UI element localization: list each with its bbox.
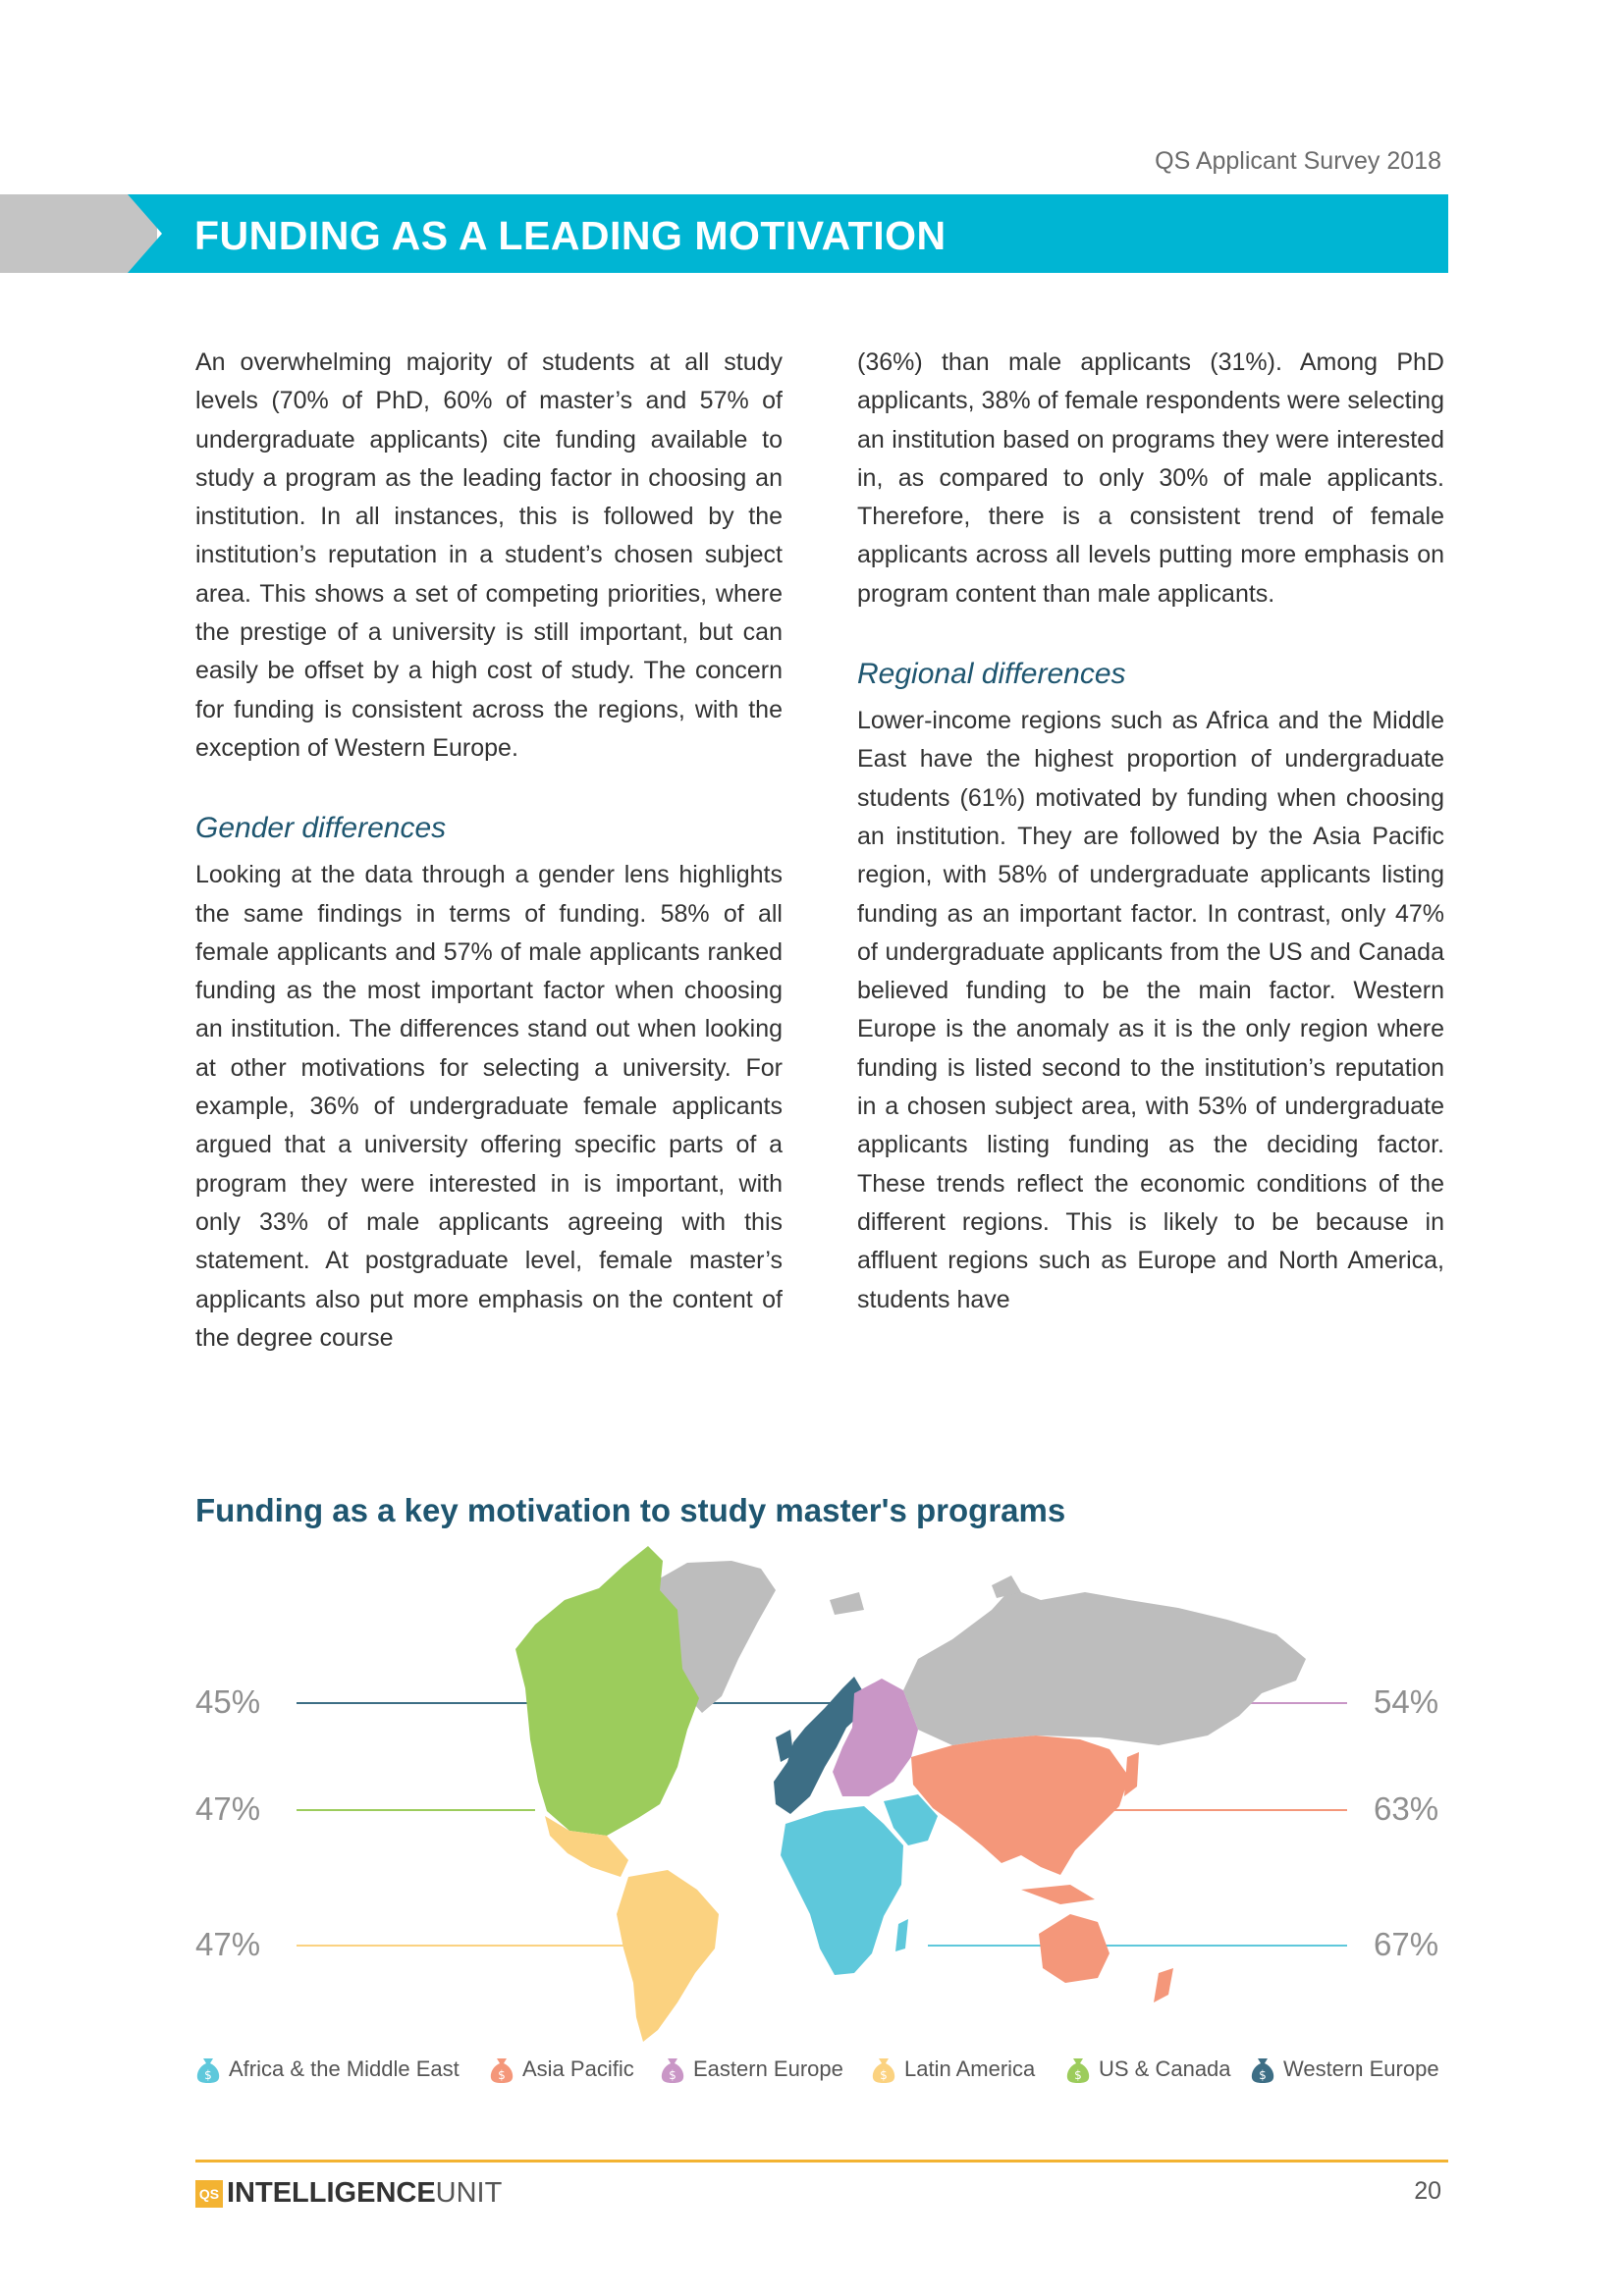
legend-label: Western Europe <box>1283 2056 1439 2081</box>
svg-text:$: $ <box>880 2068 888 2082</box>
logo-text-bold: INTELLIGENCE <box>227 2177 436 2209</box>
legend-label: Eastern Europe <box>693 2056 843 2081</box>
pct-asia-pacific: 63% <box>1374 1790 1439 1827</box>
new-zealand-shape <box>1154 1968 1173 2002</box>
money-bag-icon <box>1250 2055 1275 2084</box>
page-number: 20 <box>1414 2177 1441 2205</box>
legend-item <box>871 2050 1035 2089</box>
legend-item <box>1065 2050 1231 2089</box>
chart-title: Funding as a key motivation to study master's programs <box>195 1492 1066 1528</box>
island-shape <box>830 1592 864 1615</box>
money-bag-icon <box>660 2055 685 2084</box>
svg-text:$: $ <box>1074 2068 1082 2082</box>
legend-label: Africa & the Middle East <box>229 2056 460 2081</box>
paragraph: Lower-income regions such as Africa and the Middle East have the highest proportion of undergraduate students (61%) motivated by funding when choosing an institution. They are followed by the Asia Pacific region, with 58% of undergraduate applicants listing funding as an important factor. In contrast, only 47% of undergraduate applicants from the US and Canada believed funding to be the main factor. Western Europe is the anomaly as it is the only region where funding is listed second to the institution’s reputation in a chosen subject area, with 53% of undergraduate applicants listing funding as the deciding factor. These trends reflect the economic conditions of the different regions. This is likely to be because in affluent regions such as Europe and North America, students have <box>857 707 1444 1313</box>
africa-shape <box>781 1806 903 1975</box>
legend-label: US & Canada <box>1099 2056 1231 2081</box>
money-bag-icon <box>195 2055 221 2084</box>
svg-text:$: $ <box>498 2068 506 2082</box>
pct-western-europe: 45% <box>195 1683 261 1720</box>
paragraph: Looking at the data through a gender lens highlights the same findings in terms of funding. 58% of all female applicants and 57% of male applicants ranked funding as the most important factor when choosing an institution. The differences stand out when looking at other motivations for selecting a university. For example, 36% of undergraduate female applicants argued that a university offering specific parts of a program they were interested in is important, with only 33% of male applicants agreeing with this statement. At postgraduate level, female master’s applicants also put more emphasis on the content of the degree course <box>195 861 783 1352</box>
pct-africa: 67% <box>1374 1926 1439 1962</box>
legend-item <box>489 2050 634 2089</box>
russia-shape <box>903 1588 1306 1745</box>
svg-text:$: $ <box>204 2068 212 2082</box>
japan-shape <box>1124 1752 1139 1796</box>
legend-label: Latin America <box>904 2056 1036 2081</box>
intelligence-unit-logo <box>195 2177 502 2210</box>
svg-text:$: $ <box>1259 2068 1267 2082</box>
money-bag-icon <box>489 2055 514 2084</box>
legend-item <box>195 2050 460 2089</box>
footer-divider <box>195 2160 1448 2163</box>
asia-pacific-shape <box>911 1735 1129 1875</box>
pct-latin-america: 47% <box>195 1926 261 1962</box>
latin-america-shape <box>617 1870 719 2042</box>
qs-logo-mark: QS <box>195 2180 223 2208</box>
logo-text-light: UNIT <box>435 2177 503 2209</box>
madagascar-shape <box>895 1919 908 1951</box>
paragraph: An overwhelming majority of students at all study levels (70% of PhD, 60% of master’s and 57% of undergraduate applicants) cite funding available to study a program as the leading factor in choosing an institution. In all instances, this is followed by the institution’s reputation in a student’s chosen subject area. This shows a set of competing priorities, where the prestige of a university is still important, but can easily be offset by a high cost of study. The concern for funding is consistent across the regions, with the exception of Western Europe. <box>195 348 783 762</box>
indonesia-shape <box>1021 1885 1095 1904</box>
money-bag-icon <box>871 2055 896 2084</box>
svg-text:$: $ <box>669 2068 677 2082</box>
australia-shape <box>1039 1914 1110 1983</box>
page-title: FUNDING AS A LEADING MOTIVATION <box>194 213 947 258</box>
legend-label: Asia Pacific <box>522 2056 634 2081</box>
section-heading-regional: Regional differences <box>857 658 1126 691</box>
pct-us-canada: 47% <box>195 1790 261 1827</box>
legend-item <box>660 2050 843 2089</box>
survey-label: QS Applicant Survey 2018 <box>1155 147 1441 175</box>
money-bag-icon <box>1065 2055 1091 2084</box>
legend-item <box>1250 2050 1439 2089</box>
paragraph: (36%) than male applicants (31%). Among PhD applicants, 38% of female respondents were selecting an institution based on programs they were interested in, as compared to only 30% of male applicants. Therefore, there is a consistent trend of female applicants across all levels putting more emphasis on program content than male applicants. <box>857 348 1444 608</box>
pct-eastern-europe: 54% <box>1374 1683 1439 1720</box>
section-heading-gender: Gender differences <box>195 812 447 845</box>
